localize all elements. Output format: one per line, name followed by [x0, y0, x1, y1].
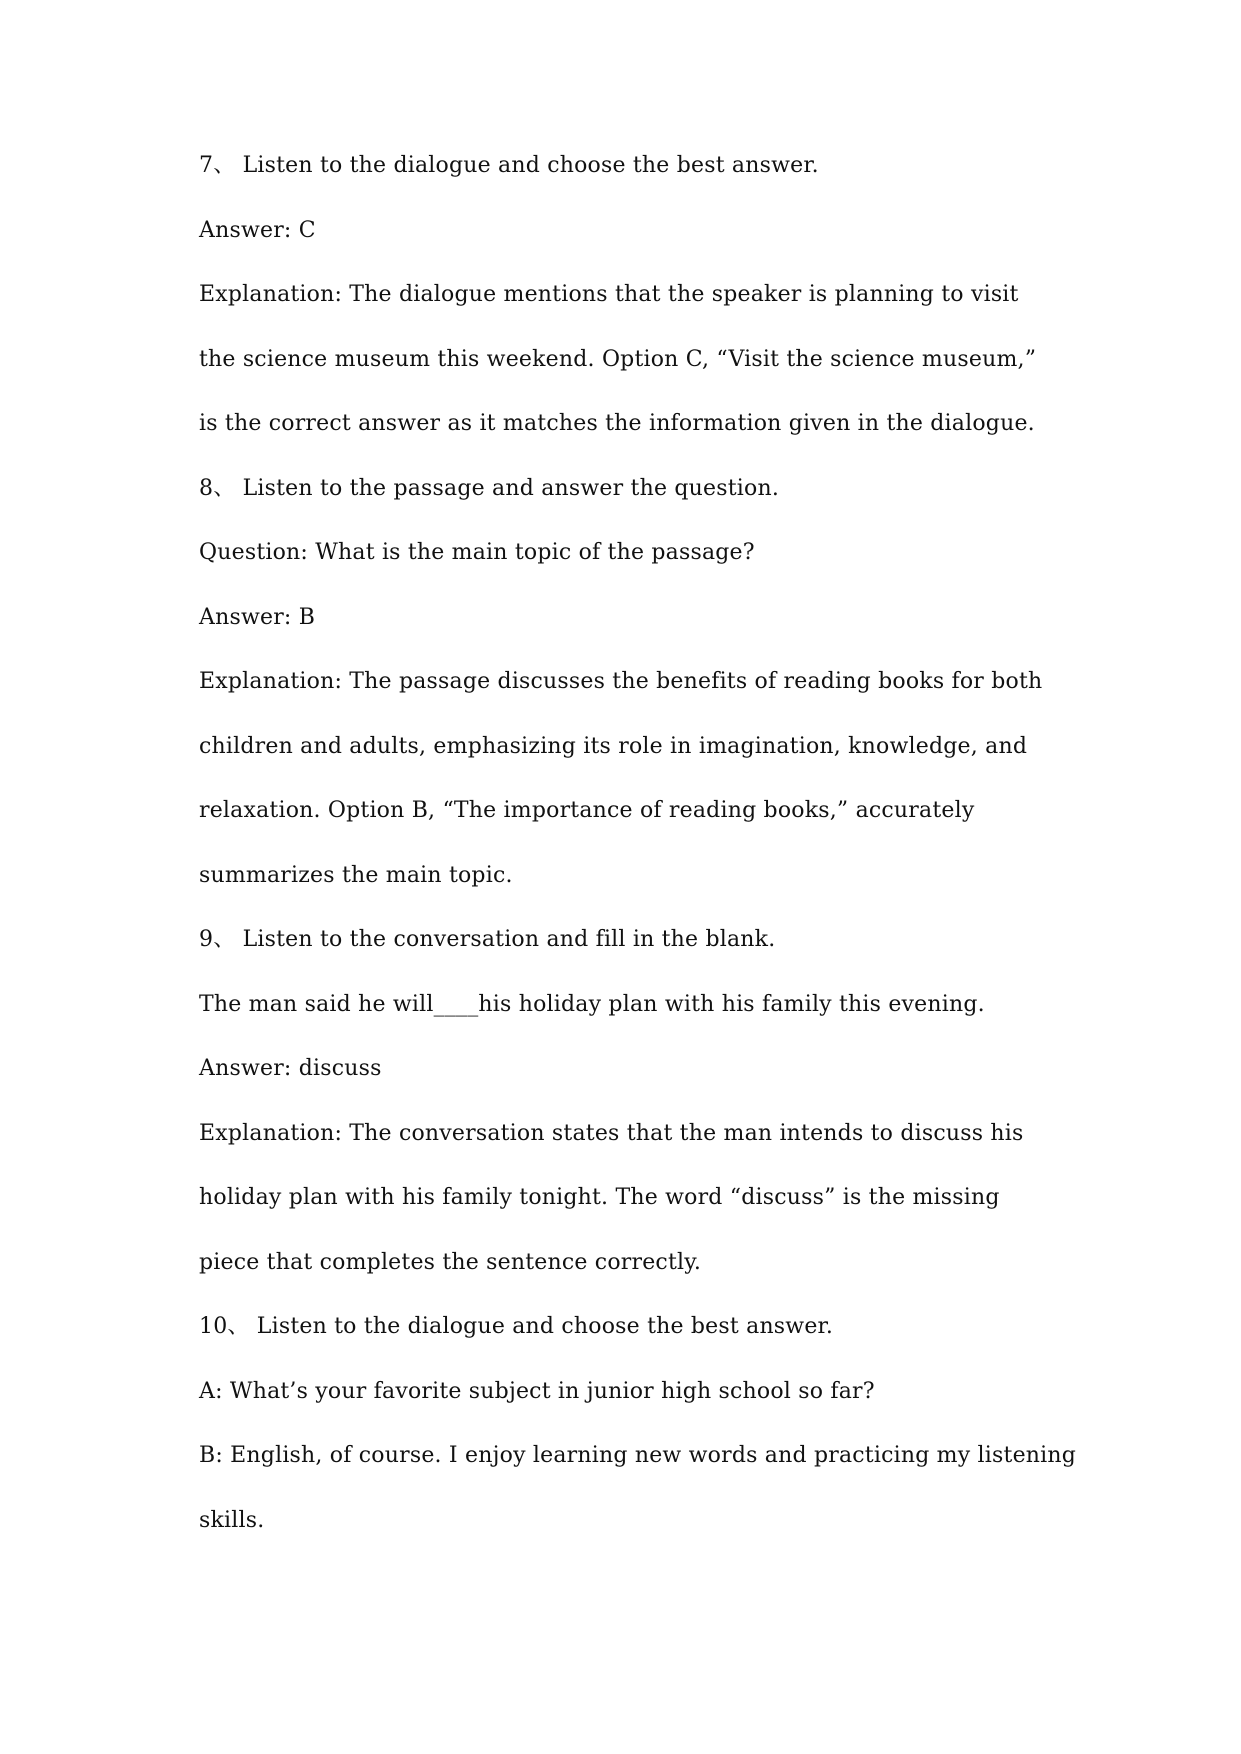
- question-9-explanation-line-1: Explanation: The conversation states that the man intends to discuss his: [199, 1120, 1024, 1146]
- question-8-explanation-line-1: Explanation: The passage discusses the benefits of reading books for both: [199, 669, 1043, 694]
- question-9-prompt: 9、 Listen to the conversation and fill in the blank.: [199, 927, 776, 952]
- question-8-question: Question: What is the main topic of the passage?: [199, 540, 755, 565]
- question-10-prompt: 10、 Listen to the dialogue and choose the best answer.: [199, 1314, 834, 1339]
- question-8-prompt: 8、 Listen to the passage and answer the question.: [199, 475, 780, 501]
- question-8-answer: Answer: B: [199, 604, 316, 630]
- question-7-explanation-line-1: Explanation: The dialogue mentions that the speaker is planning to visit: [199, 282, 1019, 307]
- question-9-explanation-line-2: holiday plan with his family tonight. The word “discuss” is the missing: [199, 1185, 1000, 1210]
- question-7-explanation-line-2: the science museum this weekend. Option C, “Visit the science museum,”: [199, 346, 1037, 372]
- question-8-explanation-line-4: summarizes the main topic.: [199, 862, 513, 888]
- question-7-prompt: 7、 Listen to the dialogue and choose the best answer.: [199, 153, 819, 178]
- question-8-explanation-line-2: children and adults, emphasizing its role in imagination, knowledge, and: [199, 733, 1028, 759]
- question-10-dialogue-b-line-1: B: English, of course. I enjoy learning new words and practicing my listening: [199, 1443, 1077, 1468]
- document-body: [199, 146, 1099, 1565]
- question-9-explanation-line-3: piece that completes the sentence correctly.: [199, 1249, 702, 1275]
- question-9-answer: Answer: discuss: [199, 1056, 382, 1081]
- question-10-dialogue-b-line-2: skills.: [199, 1507, 265, 1533]
- question-9-sentence: The man said he will____his holiday plan with his family this evening.: [199, 991, 985, 1017]
- question-7-answer: Answer: C: [199, 217, 316, 243]
- question-10-dialogue-a: A: What’s your favorite subject in junior high school so far?: [199, 1378, 875, 1404]
- question-8-explanation-line-3: relaxation. Option B, “The importance of reading books,” accurately: [199, 798, 975, 823]
- question-7-explanation-line-3: is the correct answer as it matches the information given in the dialogue.: [199, 411, 1035, 436]
